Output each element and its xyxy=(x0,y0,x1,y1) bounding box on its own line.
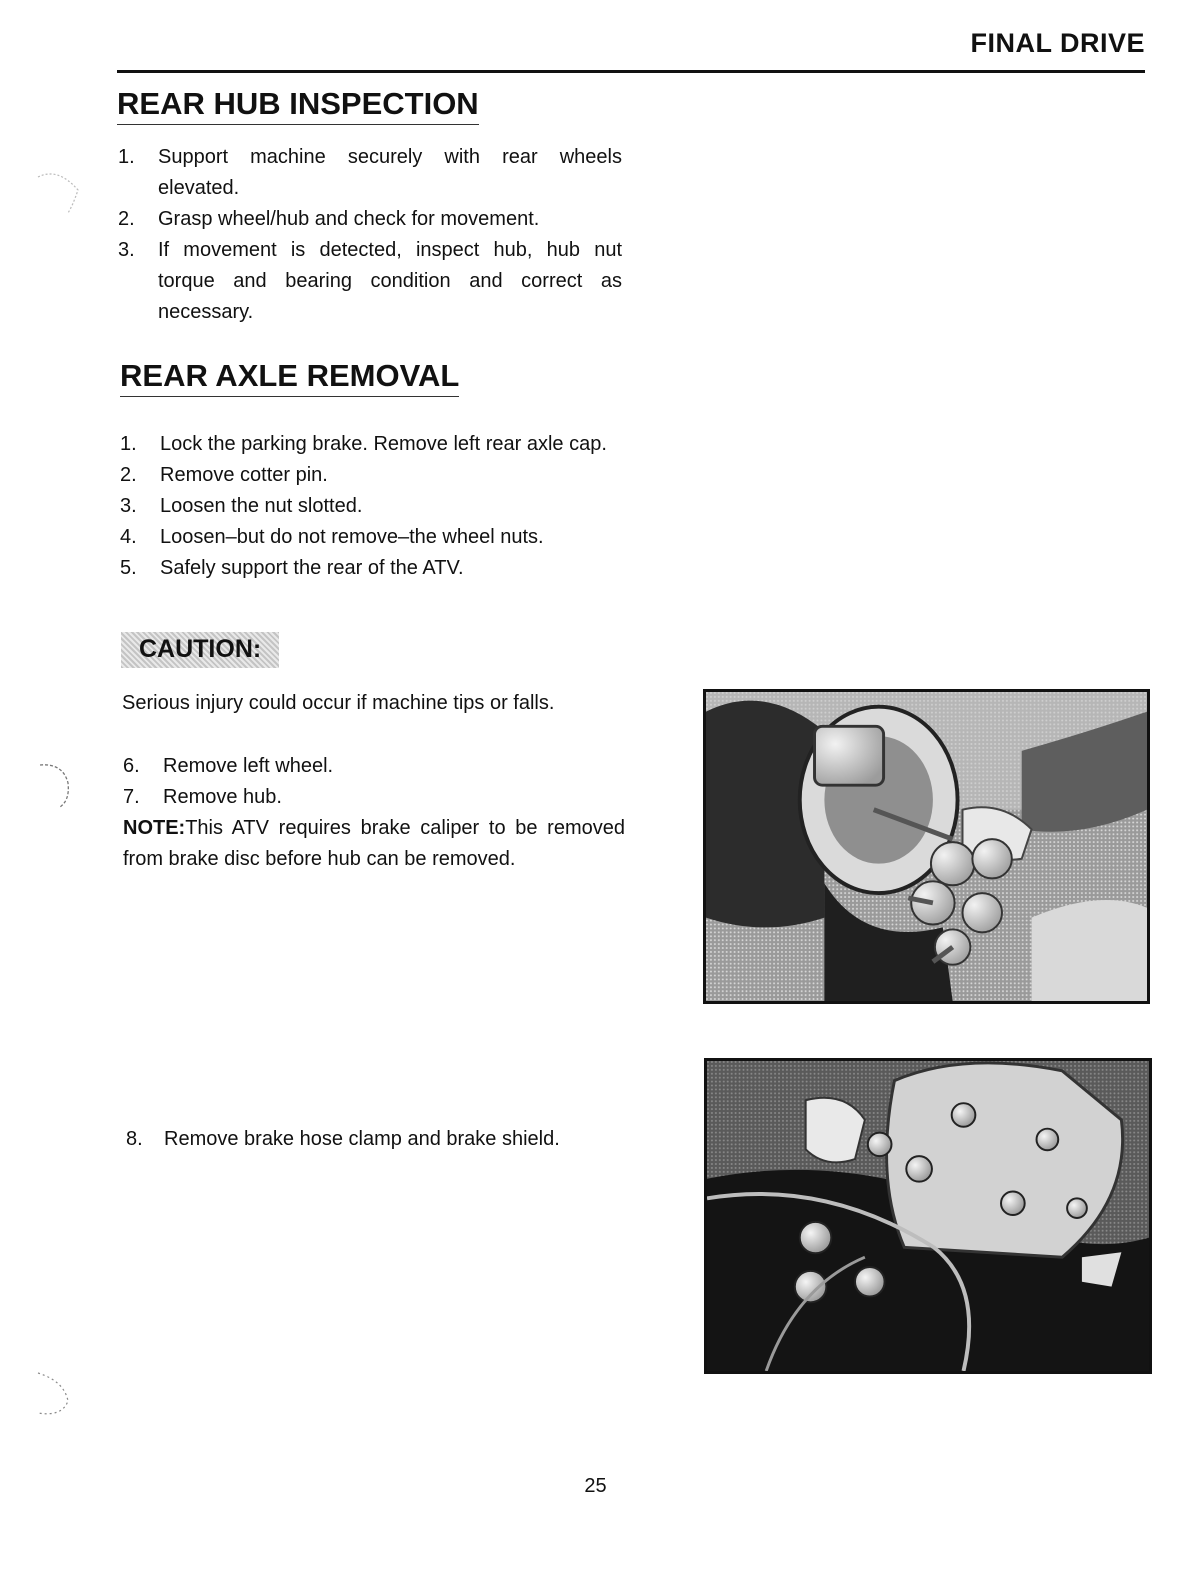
step-text: Safely support the rear of the ATV. xyxy=(160,557,464,579)
note-paragraph xyxy=(123,813,625,875)
step-text: Loosen the nut slotted. xyxy=(160,495,363,517)
caution-label: CAUTION: xyxy=(121,632,279,668)
list-item xyxy=(120,460,620,491)
step-number: 8. xyxy=(126,1128,143,1150)
step-text: Support machine securely with rear wheels elevated. xyxy=(158,146,622,199)
scan-speck-icon xyxy=(28,165,88,225)
step-text: Remove cotter pin. xyxy=(160,464,328,486)
list-item xyxy=(120,491,620,522)
scan-speck-icon xyxy=(28,755,88,815)
step-number: 2. xyxy=(118,208,135,230)
step-number: 4. xyxy=(120,526,137,548)
list-item xyxy=(118,235,622,328)
section-title-hub-inspection: REAR HUB INSPECTION xyxy=(117,86,479,125)
list-item xyxy=(120,553,620,584)
page-number: 25 xyxy=(584,1475,607,1497)
step-text: Remove hub. xyxy=(163,786,282,808)
header-rule xyxy=(117,70,1145,73)
brake-shield-photo-icon xyxy=(707,1061,1149,1371)
list-item xyxy=(123,782,623,813)
scan-speck-icon xyxy=(24,1365,84,1425)
list-item xyxy=(118,204,622,235)
step-number: 1. xyxy=(120,433,137,455)
step-number: 6. xyxy=(123,755,140,777)
step-text: If movement is detected, inspect hub, hub nut torque and bearing condition and correct as necessary. xyxy=(158,239,622,323)
list-item xyxy=(123,751,623,782)
hub-removal-photo xyxy=(703,689,1150,1004)
brake-shield-photo xyxy=(704,1058,1152,1374)
step-text: Remove left wheel. xyxy=(163,755,334,777)
hub-inspection-steps xyxy=(118,142,622,328)
note-label: NOTE: xyxy=(123,817,186,839)
list-item xyxy=(120,429,620,460)
hub-removal-photo-icon xyxy=(706,692,1147,1001)
step-number: 7. xyxy=(123,786,140,808)
caution-text: Serious injury could occur if machine tips or falls. xyxy=(122,692,555,714)
note-text: This ATV requires brake caliper to be removed from brake disc before hub can be removed. xyxy=(123,817,625,870)
step-text: Loosen–but do not remove–the wheel nuts. xyxy=(160,526,544,548)
list-item xyxy=(120,522,620,553)
axle-removal-steps-continued xyxy=(123,751,623,813)
section-title-axle-removal: REAR AXLE REMOVAL xyxy=(120,358,459,397)
step-number: 1. xyxy=(118,146,135,168)
step-text: Remove brake hose clamp and brake shield. xyxy=(164,1128,560,1150)
step-number: 3. xyxy=(120,495,137,517)
step-number: 2. xyxy=(120,464,137,486)
header-title: FINAL DRIVE xyxy=(970,28,1145,58)
step-number: 3. xyxy=(118,239,135,261)
list-item xyxy=(118,142,622,204)
step-number: 5. xyxy=(120,557,137,579)
step-text: Lock the parking brake. Remove left rear axle cap. xyxy=(160,433,607,455)
step-text: Grasp wheel/hub and check for movement. xyxy=(158,208,540,230)
step-8 xyxy=(126,1124,646,1155)
axle-removal-steps xyxy=(120,429,620,584)
